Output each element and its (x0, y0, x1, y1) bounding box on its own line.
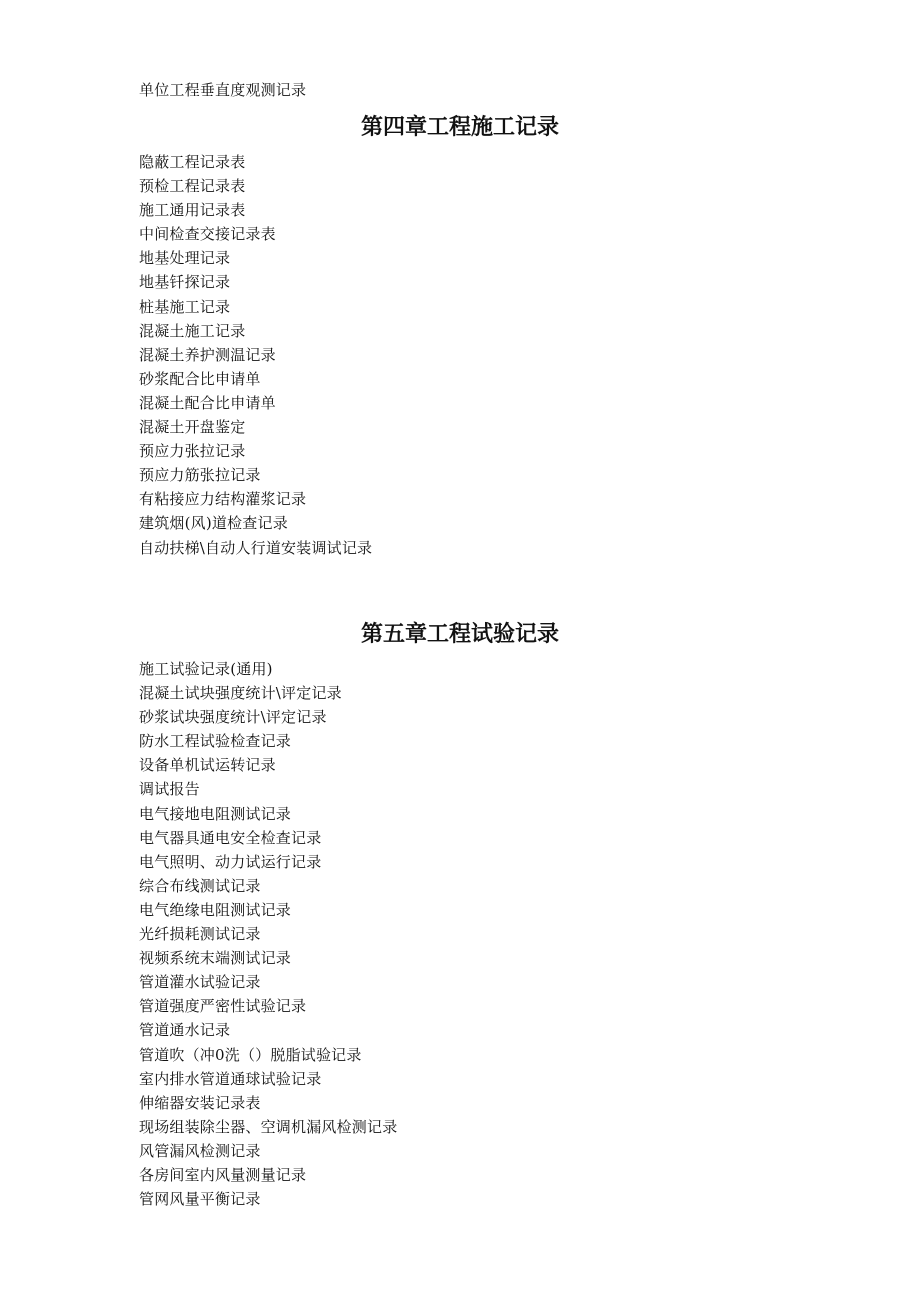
chapter5-list (139, 659, 397, 1213)
chapter4-title: 第四章工程施工记录 (360, 114, 559, 140)
list-item: 各房间室内风量测量记录 (139, 1165, 307, 1184)
list-item: 混凝土开盘鉴定 (139, 418, 246, 437)
list-item: 混凝土配合比申请单 (139, 393, 276, 412)
list-item: 综合布线测试记录 (139, 876, 261, 895)
list-item: 管网风量平衡记录 (139, 1190, 261, 1209)
intro-line: 单位工程垂直度观测记录 (139, 81, 307, 99)
list-item: 管道灌水试验记录 (139, 973, 261, 992)
chapter4-list (139, 152, 372, 562)
list-item: 电气绝缘电阻测试记录 (139, 900, 292, 919)
list-item: 预应力张拉记录 (139, 442, 246, 461)
list-item: 砂浆配合比申请单 (139, 369, 261, 388)
list-item: 自动扶梯\自动人行道安装调试记录 (139, 538, 373, 557)
list-item: 地基处理记录 (139, 249, 231, 268)
list-item: 光纤损耗测试记录 (139, 925, 261, 944)
list-item: 调试报告 (139, 780, 200, 799)
list-item: 管道强度严密性试验记录 (139, 997, 307, 1016)
list-item: 砂浆试块强度统计\评定记录 (139, 708, 327, 727)
list-item: 地基钎探记录 (139, 273, 231, 292)
list-item: 设备单机试运转记录 (139, 756, 276, 775)
list-item: 混凝土施工记录 (139, 321, 246, 340)
list-item: 隐蔽工程记录表 (139, 153, 246, 171)
list-item: 防水工程试验检查记录 (139, 732, 292, 751)
list-item: 电气接地电阻测试记录 (139, 804, 292, 823)
list-item: 电气照明、动力试运行记录 (139, 852, 322, 871)
list-item: 室内排水管道通球试验记录 (139, 1069, 322, 1088)
list-item: 施工通用记录表 (139, 201, 246, 220)
list-item: 管道通水记录 (139, 1021, 231, 1040)
list-item: 混凝土试块强度统计\评定记录 (139, 684, 342, 703)
list-item: 有粘接应力结构灌浆记录 (139, 490, 307, 509)
list-item: 现场组装除尘器、空调机漏风检测记录 (139, 1117, 398, 1136)
list-item: 风管漏风检测记录 (139, 1141, 261, 1160)
chapter5-title: 第五章工程试验记录 (360, 621, 559, 647)
list-item: 施工试验记录(通用) (139, 660, 273, 678)
list-item: 混凝土养护测温记录 (139, 345, 276, 364)
list-item: 建筑烟(风)道检查记录 (139, 514, 288, 533)
list-item: 桩基施工记录 (139, 297, 231, 316)
list-item: 伸缩器安装记录表 (139, 1093, 261, 1112)
list-item: 预检工程记录表 (139, 177, 246, 196)
list-item: 管道吹（冲0洗（）脱脂试验记录 (139, 1045, 362, 1064)
list-item: 视频系统末端测试记录 (139, 949, 292, 968)
list-item: 预应力筋张拉记录 (139, 466, 261, 485)
list-item: 电气器具通电安全检查记录 (139, 828, 322, 847)
list-item: 中间检查交接记录表 (139, 225, 276, 244)
